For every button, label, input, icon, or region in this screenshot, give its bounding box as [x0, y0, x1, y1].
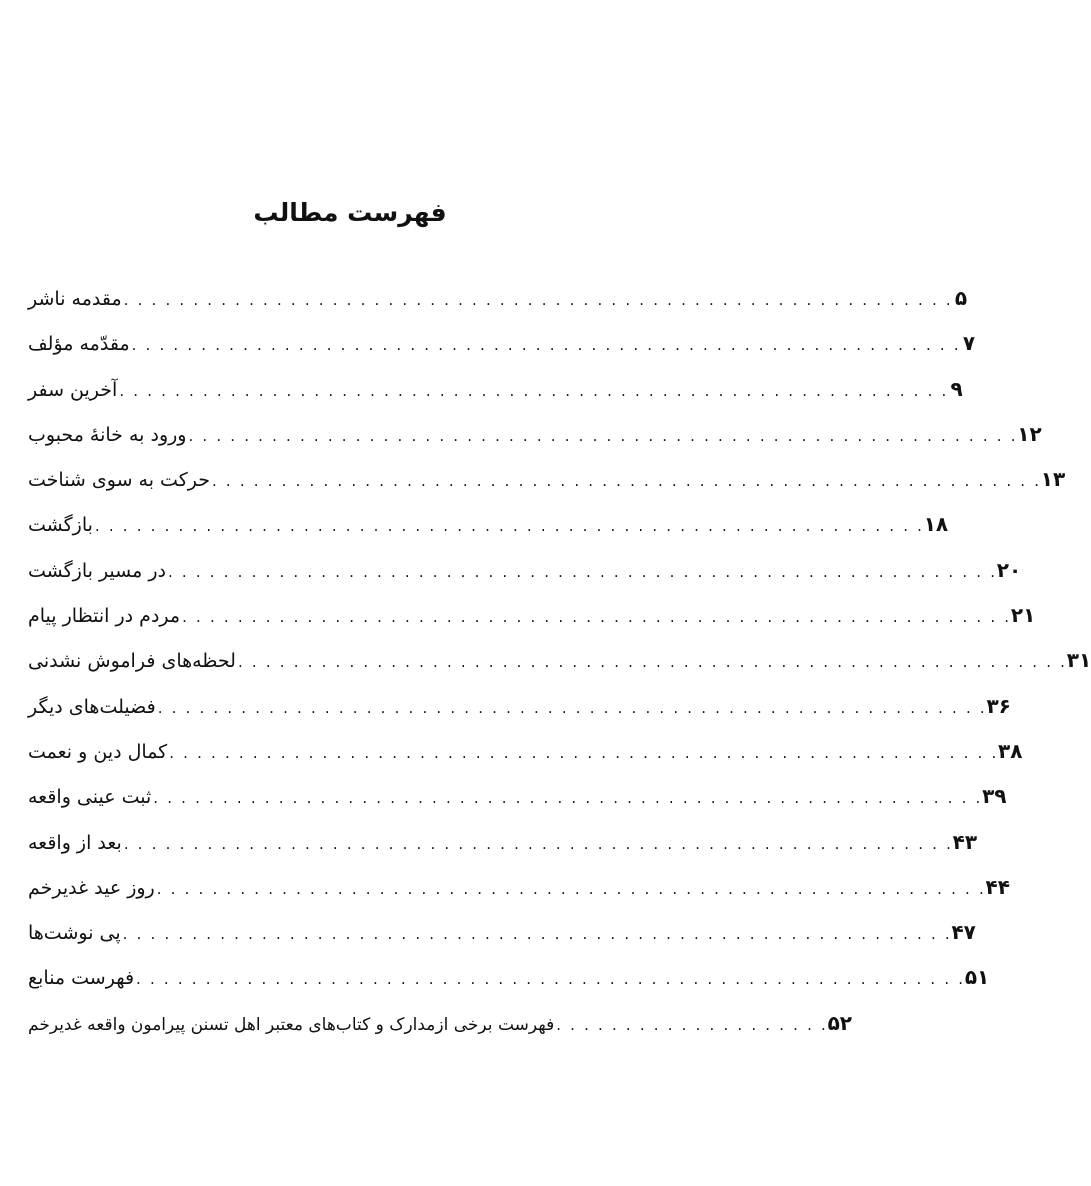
toc-leader-dots: . . . . . . . . . . . . . . . . . . . . . . . . . . . . . . . . . . . . . . . . . . . . . . . . . . . . . . . . . . . . [182, 608, 1012, 627]
toc-entry-label: بعد از واقعه [28, 831, 122, 854]
toc-entry [28, 1008, 852, 1053]
toc-leader-dots: . . . . . . . . . . . . . . . . . . . . . . . . . . . . . . . . . . . . . . . . . . . . . . . . . . . . . . . . . . . . [153, 789, 983, 808]
toc-leader-dots: . . . . . . . . . . . . . . . . . . . . . . . . . . . . . . . . . . . . . . . . . . . . . . . . . . . . . . . . . . . . [211, 472, 1042, 491]
toc-entry-label: فهرست برخی ازمدارک و کتاب‌های معتبر اهل تسنن پیرامون واقعه غدیرخم [28, 1014, 555, 1035]
toc-leader-dots: . . . . . . . . . . . . . . . . . . . . . . . . . . . . . . . . . . . . . . . . . . . . . . . . . . . . . . . . . . . . [119, 381, 949, 400]
table-of-contents [28, 283, 1091, 1053]
toc-entry-page: ۵ [954, 286, 968, 310]
toc-entry-page: ۷ [962, 331, 976, 356]
toc-title: فهرست مطالب [253, 198, 447, 227]
toc-entry [28, 736, 1023, 781]
toc-entry-label: حرکت به سوی شناخت [28, 469, 210, 492]
toc-entry-label: فضیلت‌های دیگر [28, 695, 156, 718]
toc-entry-label: آخرین سفر [28, 378, 118, 401]
toc-leader-dots: . . . . . . . . . . . . . . . . . . . . . . . . . . . . . . . . . . . . . . . . . . . . . . . . . . . . . . . . . . . . [188, 426, 1018, 445]
toc-entry-page: ۴۳ [952, 829, 978, 854]
toc-entry-page: ۹ [950, 376, 963, 401]
toc-entry [28, 872, 1010, 917]
toc-entry-page: ۳۱ [1066, 648, 1091, 673]
toc-entry [28, 509, 949, 554]
toc-entry [28, 283, 968, 328]
toc-leader-dots: . . . . . . . . . . . . . . . . . . . . . . . . . . . . . . . . . . . . . . . . . . . . . . . . . . . . . . . . . . . . [131, 336, 961, 355]
toc-entry-page: ۱۲ [1017, 421, 1042, 446]
toc-entry [28, 328, 976, 373]
toc-leader-dots: . . . . . . . . . . . . . . . . . . . . [556, 1015, 828, 1034]
toc-leader-dots: . . . . . . . . . . . . . . . . . . . . . . . . . . . . . . . . . . . . . . . . . . . . . . . . . . . . . . . . . . . . [122, 925, 952, 944]
toc-entry-page: ۴۴ [985, 874, 1010, 899]
toc-entry-label: مقدمه ناشر [28, 288, 122, 310]
toc-entry-page: ۳۸ [998, 738, 1023, 763]
toc-leader-dots: . . . . . . . . . . . . . . . . . . . . . . . . . . . . . . . . . . . . . . . . . . . . . . . . . . . . . . . . . . . . [237, 653, 1068, 672]
toc-entry [28, 419, 1042, 464]
toc-leader-dots: . . . . . . . . . . . . . . . . . . . . . . . . . . . . . . . . . . . . . . . . . . . . . . . . . . . . . . . . . . . . [157, 698, 987, 717]
toc-entry [28, 917, 976, 962]
toc-entry [28, 600, 1036, 645]
toc-entry-page: ۵۲ [827, 1010, 852, 1035]
toc-leader-dots: . . . . . . . . . . . . . . . . . . . . . . . . . . . . . . . . . . . . . . . . . . . . . . . . . . . . . . . . . . . . [169, 743, 999, 762]
toc-leader-dots: . . . . . . . . . . . . . . . . . . . . . . . . . . . . . . . . . . . . . . . . . . . . . . . . . . . . . . . . . . . . [94, 517, 925, 536]
toc-entry-label: کمال دین و نعمت [28, 740, 168, 763]
toc-leader-dots: . . . . . . . . . . . . . . . . . . . . . . . . . . . . . . . . . . . . . . . . . . . . . . . . . . . . . . . . . . . . [123, 291, 953, 309]
toc-entry [28, 691, 1011, 736]
toc-entry-label: در مسیر بازگشت [28, 559, 166, 582]
toc-entry-page: ۳۶ [986, 693, 1011, 718]
toc-entry [28, 555, 1022, 600]
toc-entry-page: ۲۱ [1010, 603, 1036, 628]
toc-leader-dots: . . . . . . . . . . . . . . . . . . . . . . . . . . . . . . . . . . . . . . . . . . . . . . . . . . . . . . . . . . . . [167, 562, 998, 581]
toc-entry-label: بازگشت [28, 514, 93, 537]
toc-entry [28, 781, 1007, 826]
toc-entry-page: ۵۱ [964, 965, 990, 990]
toc-entry [28, 645, 1091, 690]
toc-entry [28, 962, 990, 1007]
toc-entry-page: ۳۹ [982, 784, 1007, 809]
toc-leader-dots: . . . . . . . . . . . . . . . . . . . . . . . . . . . . . . . . . . . . . . . . . . . . . . . . . . . . . . . . . . . . [156, 879, 986, 898]
toc-entry-label: پی نوشت‌ها [28, 922, 121, 945]
toc-entry-page: ۱۳ [1040, 467, 1066, 492]
toc-leader-dots: . . . . . . . . . . . . . . . . . . . . . . . . . . . . . . . . . . . . . . . . . . . . . . . . . . . . . . . . . . . . [136, 970, 966, 989]
toc-entry [28, 827, 978, 872]
toc-entry-label: مقدّمه مؤلف [28, 333, 130, 356]
toc-entry-page: ۴۷ [951, 920, 976, 945]
toc-entry-label: ثبت عینی واقعه [28, 786, 152, 809]
toc-leader-dots: . . . . . . . . . . . . . . . . . . . . . . . . . . . . . . . . . . . . . . . . . . . . . . . . . . . . . . . . . . . . [123, 834, 954, 853]
toc-entry-page: ۱۸ [923, 512, 949, 537]
toc-entry-label: مردم در انتظار پیام [28, 605, 181, 628]
toc-entry-label: لحظه‌های فراموش نشدنی [28, 650, 236, 673]
toc-entry-label: فهرست منابع [28, 967, 135, 990]
toc-entry-label: روز عید غدیرخم [28, 876, 155, 899]
toc-entry [28, 464, 1066, 509]
toc-entry-label: ورود به خانۀ محبوب [28, 423, 187, 446]
toc-entry [28, 374, 963, 419]
toc-entry-page: ۲۰ [996, 557, 1022, 582]
